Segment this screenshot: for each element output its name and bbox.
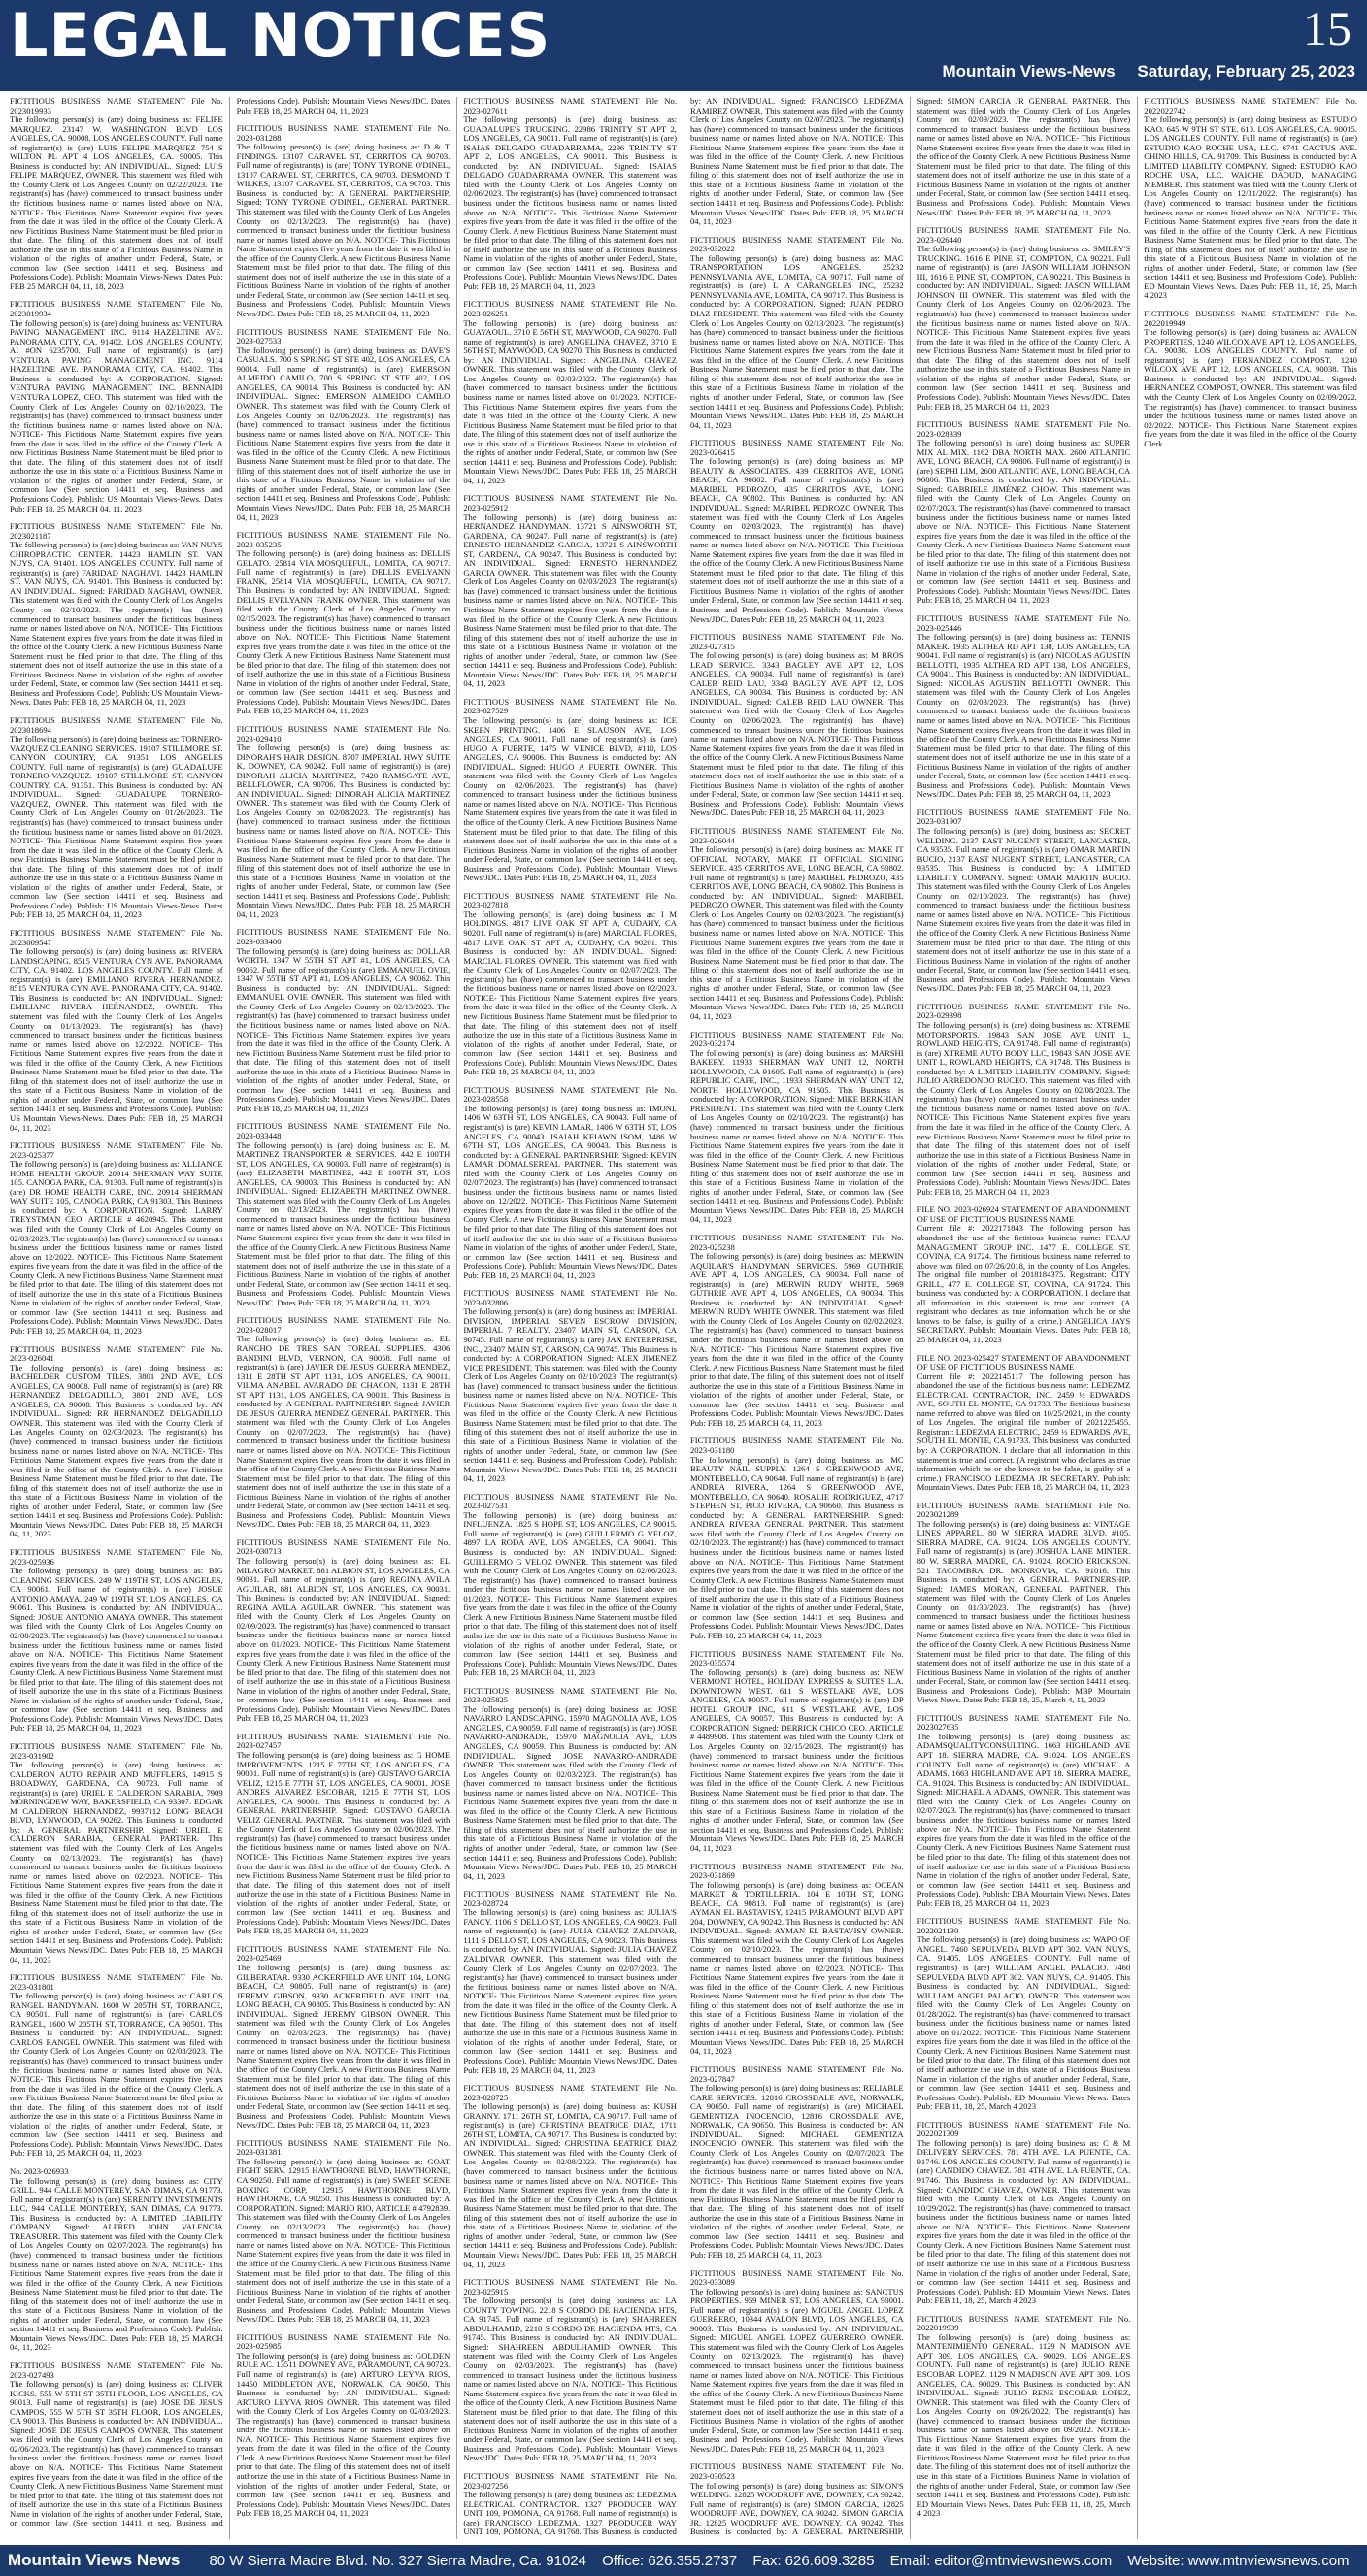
legal-notice — [463, 698, 677, 883]
legal-notice — [10, 522, 223, 708]
legal-notice — [690, 2269, 904, 2455]
notice-body: The following person(s) is (are) doing business as: NEW VERMONT HOTEL, HOLIDAY EXPRESS & SUITES L.A. DOWNTOWN WEST. 611 S WESTLAKE AVE, LOS ANGELES, CA 90057. Full name of registrant(s) is (are) DP HOTEL GROUP INC, 611 S WESTLAKE AVE, LOS ANGELES, CA 90057. This Business is conducted by: A CORPORATION. Signed: DERRICK CHICO CEO. ARTICLE # 4489908. This statement was filed with the County Clerk of Los Angeles County on 02/15/2023. The registrant(s) has (have) commenced to transact business under the fictitious business name or names listed above on N/A. NOTICE- This Fictitious Name Statement expires five years from the date it was filed in the office of the County Clerk. A new Fictitious Business Name Statement must be filed prior to that date. The filing of this statement does not of itself authorize the use in this state of a Fictitious Business Name in violation of the rights of another under Federal, State, or common law (See section 14411 et seq. Business and Professions Code). Publish: Mountain Views News/JDC. Dates Pub: FEB 18, 25 MARCH 04, 11, 2023 — [689, 1667, 904, 1853]
notice-body: The following person(s) is (are) doing business as: DAVE'S CASUALS. 700 S SPRING ST STE 402, LOS ANGELES, CA 90014. Full name of registrant(s) is (are) EMERSON ALMEIDO CAMILO, 700 S SPRING ST STE 402, LOS ANGELES, CA 90014. This Business is conducted by: AN INDIVIDUAL. Signed: EMERSON ALMEIDO CAMILO OWNER. This statement was filed with the County Clerk of Los Angeles County on 02/06/2023. The registrant(s) has (have) commenced to transact business under the fictitious business name or names listed above on N/A. NOTICE- This Fictitious Name Statement expires five years from the date it was filed in the office of the County Clerk. A new Fictitious Business Name Statement must be filed prior to that date. The filing of this statement does not of itself authorize the use in this state of a Fictitious Business Name in violation of the rights of another under Federal, State, or common law (See section 14411 et seq. Business and Professions Code). Publish: Mountain Views News/JDC. Dates Pub: FEB 18, 25 MARCH 04, 11, 2023 — [236, 345, 450, 522]
notice-body: The following person(s) is (are) doing business as: GUADALUPE'S TRUCKING. 22986 TRINITY ST APT 2, LOS ANGELES, CA 90011. Full name of registrant(s) is (are) ISAIAS DELGADO GUADARRAMA, 2296 TRINITY ST APT 2, LOS ANGELES, CA 90011. This Business is conducted by: AN INDIVIDUAL. Signed: ISAIAS DELGADO GUADARRAMA OWNER. This statement was filed with the County Clerk of Los Angeles County on 02/06/2023. The registrant(s) has (have) commenced to transact business under the fictitious business name or names listed above on N/A. NOTICE- This Fictitious Name Statement expires five years from the date it was filed in the office of the County Clerk. A new Fictitious Business Name Statement must be filed prior to that date. The filing of this statement does not of itself authorize the use in this state of a Fictitious Business Name in violation of the rights of another under Federal, State, or common law (See section 14411 et seq. Business and Professions Code). Publish: Mountain Views News/JDC. Dates Pub: FEB 18, 25 MARCH 04, 11, 2023 — [463, 115, 677, 291]
notice-body: The following person(s) is (are) doing business as: LA COUNTY TOWING. 2218 S CORDO DE HACIENDA HTS, CA 91745. Full name of registrant(s) is (are) SHAHREEN ABDULHAMID, 2218 S CORDO DE HACIENDA HTS, CA 91745. This Business is conducted by: AN INDIVIDUAL. Signed: SHAHREEN ABDULHAMID OWNER. This statement was filed with the County Clerk of Los Angeles County on 02/03/2023. The registrant(s) has (have) commenced to transact business under the fictitious business name or names listed above on N/A. NOTICE- This Fictitious Name Statement expires five years from the date it was filed in the office of the County Clerk. A new Fictitious Business Name Statement must be filed prior to that date. The filing of this statement does not of itself authorize the use in this state of a Fictitious Business Name in violation of the rights of another under Federal, State, or common law (See section 14411 et seq. Business and Professions Code). Publish: Mountain Views News/JDC. Dates Pub: FEB 18, 25 MARCH 04, 11, 2023 — [463, 2295, 677, 2463]
notice-body: The following person(s) is (are) doing business as: MP BEAUTY & ASSOCIATES. 439 CERRITOS AVE, LONG BEACH, CA 90802. Full name of registrant(s) is (are) MARIBEL PEDROZO, 435 CERRITOS AVE, LONG BEACH, CA 90802. This Business is conducted by: AN INDIVIDUAL. Signed: MARIBEL PEDROZO OWNER. This statement was filed with the County Clerk of Los Angeles County on 02/03/2023. The registrant(s) has (have) commenced to transact business under the fictitious business name or names listed above on N/A. NOTICE- This Fictitious Name Statement expires five years from the date it was filed in the office of the County Clerk. A new Fictitious Business Name Statement must be filed prior to that date. The filing of this statement does not of itself authorize the use in this state of a Fictitious Business Name in violation of the rights of another under Federal, State, or common law (See section 14411 et seq. Business and Professions Code). Publish: Mountain Views News/JDC. Dates Pub: FEB 18, 25 MARCH 04, 11, 2023 — [689, 456, 904, 624]
notice-heading: FICTITIOUS BUSINESS NAME STATEMENT File No. 2023-032806 — [463, 1288, 677, 1307]
legal-notice — [237, 1538, 450, 1724]
legal-notice — [690, 236, 904, 430]
legal-notice — [237, 725, 450, 919]
notice-heading: FICTITIOUS BUSINESS NAME STATEMENT File No. 2023-031288 — [236, 123, 450, 143]
notice-body: The following person(s) is (are) doing business as: CITY GRILL. 944 CALLE MONTEREY, SAN DIMAS, CA 91773. Full name of registrant(s) is (are) SERENITY INVESTMENTS LLC, 944 CALLE MONTEREY, SAN DIMAS, CA 91773. This Business is conducted by: A LIMITED LIABILITY COMPANY. Signed: ALFRED JOHN VALENCIA TREASURER. This statement was filed with the County Clerk of Los Angeles County on 02/07/2023. The registrant(s) has (have) commenced to transact business under the fictitious business name or names listed above on N/A. NOTICE- This Fictitious Name Statement expires five years from the date it was filed in the office of the County Clerk. A new Fictitious Business Name Statement must be filed prior to that date. The filing of this statement does not of itself authorize the use in this state of a Fictitious Business Name in violation of the rights of another under Federal, State, or common law (See section 14411 et seq. Business and Professions Code). Publish: Mountain Views News/JDC. Dates Pub: FEB 18, 25 MARCH 04, 11, 2023 — [10, 2175, 223, 2353]
legal-notice — [237, 124, 450, 318]
legal-notice — [237, 531, 450, 716]
notice-heading: FICTITIOUS BUSINESS NAME STATEMENT File No. 2023-025936 — [10, 1547, 223, 1567]
dateline — [924, 62, 1355, 82]
notice-heading: FICTITIOUS BUSINESS NAME STATEMENT File No. 2023-027457 — [236, 1731, 450, 1751]
notice-body: The following person(s) is (are) doing business as: D & T FINDINGS. 13107 CARAVEL ST, CERRITOS CA 90703. Full name of registrant(s) is (are) TONY TYRONE O'DINEL, 13107 CARAVEL ST, CERRITOS, CA 90703. DESMOND T WILKES, 13107 CARAVEL ST, CERRITOS, CA 90703. This Business is conducted by: A GENERAL PARTNERSHIP. Signed: TONY TYRONE O'DINEL, GENERAL PARTNER. This statement was filed with the County Clerk of Los Angeles County on 02/13/2023. The registrant(s) has (have) commenced to transact business under the fictitious business name or names listed above on N/A. NOTICE- This Fictitious Name Statement expires five years from the date it was filed in the office of the County Clerk. A new Fictitious Business Name Statement must be filed prior to that date. The filing of this statement does not of itself authorize the use in this state of a Fictitious Business Name in violation of the rights of another under Federal, State, or common law (See section 14411 et seq. Business and Professions Code). Publish: Mountain Views News/JDC. Dates Pub: FEB 18, 25 MARCH 04, 11, 2023 — [236, 142, 450, 319]
notice-heading: FICTITIOUS BUSINESS NAME STATEMENT File No. 2023-028725 — [463, 2083, 677, 2102]
legal-notice — [10, 97, 223, 291]
notice-heading: FICTITIOUS BUSINESS NAME STATEMENT File No. 2023-026044 — [689, 826, 904, 845]
notice-heading: FICTITIOUS BUSINESS NAME STATEMENT File No. 2023-031869 — [689, 1861, 904, 1881]
notice-body: The following person(s) is (are) doing business as: BACHELDER CUSTOM TILES. 3801 2ND AVE, LOS ANGELES, CA 90008. Full name of registrant(s) is (are) RR HERNANDEZ DELGADILLO, 3801 2ND AVE, LOS ANGELES, CA 90008. This Business is conducted by: AN INDIVIDUAL. Signed: RR HERNANDEZ DELGADILLO OWNER. This statement was filed with the County Clerk of Los Angeles County on 02/03/2023. The registrant(s) has (have) commenced to transact business under the fictitious business name or names listed above on N/A. NOTICE- This Fictitious Name Statement expires five years from the date it was filed in the office of the County Clerk. A new Fictitious Business Name Statement must be filed prior to that date. The filing of this statement does not of itself authorize the use in this state of a Fictitious Business Name in violation of the rights of another under Federal, State, or common law (See section 14411 et seq. Business and Professions Code). Publish: Mountain Views News/JDC. Dates Pub: FEB 18, 25 MARCH 04, 11, 2023 — [10, 1362, 223, 1539]
notice-body: The following person(s) is (are) doing business as: MANTENIMIENTO GENERAL. 1129 N MADISON AVE APT 309. LOS ANGELES, CA. 90029. LOS ANGELES COUNTY. Full name of registrant(s) is (are) JULIO RENE ESCOBAR LOPEZ. 1129 N MADISON AVE APT 309. LOS ANGELES, CA. 90029. This Business is conducted by: AN INDIVIDUAL. Signed: JULIO RENE ESCOBAR LOPEZ, OWNER. This statement was filed with the County Clerk of Los Angeles County on 09/26/2022. The registrant(s) has (have) commenced to transact business under the fictitious business name or names listed above on 09/2022. NOTICE- This Fictitious Name Statement expires five years from the date it was filed in the office of the County Clerk. A new Fictitious Business Name Statement must be filed prior to that date. The filing of this statement does not of itself authorize the use in this state of a Fictitious Business Name in violation of the rights of another under Federal, State, or common law (See section 14411 et seq. Business and Professions Code). Publish: ED Mountain Views News. Dates Pub: FEB 11, 18, 25, March 4 2023 — [917, 2331, 1131, 2519]
notice-heading: FICTITIOUS BUSINESS NAME STATEMENT File No. 2023-025446 — [917, 612, 1131, 633]
legal-notice — [917, 2121, 1131, 2306]
legal-notice — [10, 716, 223, 920]
notice-body: The following person(s) is (are) doing business as: MC BEAUTY NAIL SUPPLY. 1264 S GREENWOOD AVE, MONTEBELLO, CA 90640. Full name of registrant(s) is (are) ANDREA RIVERA, 1264 S GREENWOOD AVE, MONTEBELLO, CA 90640. ROSALIE RODRIGUEZ, 4717 STEPHEN ST, PICO RIVERA, CA 90660. This Business is conducted by: A GENERAL PARTNERSHIP. Signed: ANDREA RIVERA GENERAL PARTNER. This statement was filed with the County Clerk of Los Angeles County on 02/10/2023. The registrant(s) has (have) commenced to transact business under the fictitious business name or names listed above on N/A. NOTICE- This Fictitious Name Statement expires five years from the date it was filed in the office of the County Clerk. A new Fictitious Business Name Statement must be filed prior to that date. The filing of this statement does not of itself authorize the use in this state of a Fictitious Business Name in violation of the rights of another under Federal, State, or common law (See section 14411 et seq. Business and Professions Code). Publish: Mountain Views News/JDC. Dates Pub: FEB 18, 25 MARCH 04, 11, 2023 — [689, 1454, 904, 1640]
notice-heading: FICTITIOUS BUSINESS NAME STATEMENT File No. 2023-032174 — [689, 1029, 904, 1049]
notice-heading: FICTITIOUS BUSINESS NAME STATEMENT File No. 2023-027847 — [689, 2064, 904, 2084]
legal-notice — [237, 1733, 450, 1936]
notice-body: The following person(s) is (are) doing business as: TORNERO-VAZQUEZ CLEANING SERVICES. 19107 STILLMORE ST. CANYON COUNTRY, CA. 91351. LOS ANGELES COUNTY. Full name of registrant(s) is (are) GUADALUPE TORNERO-VAZQUEZ. 19107 STILLMORE ST. CANYON COUNTRY, CA. 91351. This Business is conducted by: AN INDIVIDUAL. Signed: GUADALUPE TORNERO-VAZQUEZ, OWNER. This statement was filed with the County Clerk of Los Angeles County on 01/26/2023. The registrant(s) has (have) commenced to transact business under the fictitious business name or names listed above on 01/2023. NOTICE- This Fictitious Name Statement expires five years from the date it was filed in the office of the County Clerk. A new Fictitious Business Name Statement must be filed prior to that date. The filing of this statement does not of itself authorize the use in this state of a Fictitious Business Name in violation of the rights of another under Federal, State, or common law (See section 14411 et seq. Business and Professions Code). Publish: US Mountain Views-News. Dates Pub: FEB 18, 25 MARCH 04, 11, 2023 — [10, 734, 223, 920]
legal-notice — [463, 1687, 677, 1881]
notice-body: The following person(s) is (are) doing business as: FELIPE MARQUEZ. 23147 W. WASHINGTON BLVD LOS ANGELES, CA. 90008. LOS ANGELES COUNTY. Full name of registrant(s) is (are) LUIS FELIPE MARQUEZ 754 S WILTON PL APT 4 LOS ANGELES, CA. 90005. This Business is conducted by: AN INDIVIDUAL. Signed: LUIS FELIPE MARQUEZ, OWNER. This statement was filed with the County Clerk of Los Angeles County on 02/22/2023. The registrant(s) has (have) commenced to transact business under the fictitious business name or names listed above on N/A. NOTICE- This Fictitious Name Statement expires five years from the date it was filed in the office of the County Clerk. A new Fictitious Business Name Statement must be filed prior to that date. The filing of this statement does not of itself authorize the use in this state of a Fictitious Business Name in violation of the rights of another under Federal, State, or common law (See section 14411 et seq. Business and Professions Code). Publish: Mountain Views-News. Dates Pub: FEB 25 MARCH 04, 11, 18, 2023 — [10, 115, 223, 291]
notice-body: The following person(s) is (are) doing business as: KUSH GRANNY. 1711 26TH ST, LOMITA, CA 90717. Full name of registrant(s) is (are) CHRISTINA BEATRICE DIAZ, 1711 26TH ST, LOMITA, CA 90717. This Business is conducted by: AN INDIVIDUAL. Signed: CHRISTINA BEATRICE DIAZ OWNER. This statement was filed with the County Clerk of Los Angeles County on 02/08/2023. The registrant(s) has (have) commenced to transact business under the fictitious business name or names listed above on N/A. NOTICE- This Fictitious Name Statement expires five years from the date it was filed in the office of the County Clerk. A new Fictitious Business Name Statement must be filed prior to that date. The filing of this statement does not of itself authorize the use in this state of a Fictitious Business Name in violation of the rights of another under Federal, State, or common law (See section 14411 et seq. Business and Professions Code). Publish: Mountain Views News/JDC. Dates Pub: FEB 18, 25 MARCH 04, 11, 2023 — [463, 2101, 677, 2269]
notice-heading: FICTITIOUS BUSINESS NAME STATEMENT File No. 2023-026041 — [10, 1343, 223, 1364]
legal-notice — [690, 1650, 904, 1854]
legal-notice — [237, 1122, 450, 1307]
notice-body: The following person(s) is (are) doing business as: G HOME IMPROVEMENTS. 1215 E 77TH ST, LOS ANGELES, CA 90001. Full name of registrant(s) is (are) GUSTAVO GARCIA VELIZ, 1215 E 77TH ST, LOS ANGELES, CA 90001. JOSE ANDRES ALVAREZ ESCOBAR, 1215 E 77TH ST, LOS ANGELES, CA 90001. This Business is conducted by: A GENERAL PARTNERSHIP. Signed: GUSTAVO GARCIA VELIZ GENERAL PARTNER. This statement was filed with the County Clerk of Los Angeles County on 02/06/2023. The registrant(s) has (have) commenced to transact business under the fictitious business name or names listed above on N/A. NOTICE- This Fictitious Name Statement expires five years from the date it was filed in the office of the County Clerk. A new Fictitious Business Name Statement must be filed prior to that date. The filing of this statement does not of itself authorize the use in this state of a Fictitious Business Name in violation of the rights of another under Federal, State, or common law (See section 14411 et seq. Business and Professions Code). Publish: Mountain Views News/JDC. Dates Pub: FEB 18, 25 MARCH 04, 11, 2023 — [236, 1749, 450, 1936]
footer-website[interactable]: Website: www.mtnviewsnews.com — [1127, 2553, 1350, 2569]
legal-notice — [1144, 310, 1357, 448]
notice-heading: FICTITIOUS BUSINESS NAME STATEMENT File No. 2022021309 — [917, 2119, 1131, 2139]
legal-notice — [690, 439, 904, 624]
legal-notice — [690, 1863, 904, 2057]
notice-heading: FICTITIOUS BUSINESS NAME STATEMENT File No. 2023-031907 — [917, 807, 1131, 827]
notice-heading: FICTITIOUS BUSINESS NAME STATEMENT File No. 2023-033400 — [236, 927, 450, 947]
footer-office-phone: Office: 626.355.2737 — [602, 2553, 738, 2569]
notice-heading: FICTITIOUS BUSINESS NAME STATEMENT File No. 2023-033448 — [236, 1121, 450, 1140]
notice-heading: FICTITIOUS BUSINESS NAME STATEMENT File No. 2022021130 — [917, 1916, 1131, 1935]
notice-body: Current file #: 2022145117 The following person has abandoned the use of the fictitious business name: LEDEZMZ ELECTRICAL CONTRACTOR, INC. 2459 ½ EDWARDS AVE, SOUTH EL MONTE, CA 91733. The fictitious business name referred to above was filed on 10/25/2021, in the county of Los Angeles. The original file number of 2021225455. Registrant: LEDEZMA ELECTRIC, 2459 ½ EDWARDS AVE, SOUTH EL MONTE, CA 91733. This business was conducted by: A CORPORATION. I declare that all information in this statement is true and correct. (A registrant who declares as true information which he or she knows to be false, is guilty of a crime.) FRANCISCO LEDEZMA JR SECRETARY. Publish: Mountain Views. Dates Pub: FEB 18, 25 MARCH 04, 11, 2023 — [917, 1371, 1131, 1493]
notice-heading: FICTITIOUS BUSINESS NAME STATEMENT File No. 2023-031902 — [10, 1740, 223, 1761]
legal-notice — [917, 226, 1131, 412]
notice-body: The following person(s) is (are) doing business as: JULIA'S FANCY. 1106 S DELLO ST, LOS ANGELES, CA 90023. Full name of registrant(s) is (are) JULIA CHAVEZ ZALDIVAR, 1111 S DELLO ST, LOS ANGELES, CA 90023. This Business is conducted by: AN INDIVIDUAL. Signed: JULIA CHAVEZ ZALDIVAR OWNER. This statement was filed with the County Clerk of Los Angeles County on 02/07/2023. The registrant(s) has (have) commenced to transact business under the fictitious business name or names listed above on N/A. NOTICE- This Fictitious Name Statement expires five years from the date it was filed in the office of the County Clerk. A new Fictitious Business Name Statement must be filed prior to that date. The filing of this statement does not of itself authorize the use in this state of a Fictitious Business Name in violation of the rights of another under Federal, State, or common law (See section 14411 et seq. Business and Professions Code). Publish: Mountain Views News/JDC. Dates Pub: FEB 18, 25 MARCH 04, 11, 2023 — [463, 1907, 677, 2075]
notice-body: The following person(s) is (are) doing business as: MAKE IT OFFICIAL NOTARY, MAKE IT OFFICIAL SIGNING SERVICE. 435 CERRITOS AVE, LONG BEACH, CA 90802. Full name of registrant(s) is (are) MARIBEL PEDROZO, 435 CERRITOS AVE, LONG BEACH, CA 90802. This Business is conducted by: AN INDIVIDUAL. Signed: MARIBEL PEDROZO OWNER. This statement was filed with the County Clerk of Los Angeles County on 02/03/2023. The registrant(s) has (have) commenced to transact business under the fictitious business name or names listed above on N/A. NOTICE- This Fictitious Name Statement expires five years from the date it was filed in the office of the County Clerk. A new Fictitious Business Name Statement must be filed prior to that date. The filing of this statement does not of itself authorize the use in this state of a Fictitious Business Name in violation of the rights of another under Federal, State, or common law (See section 14411 et seq. Business and Professions Code). Publish: Mountain Views News/JDC. Dates Pub: FEB 18, 25 MARCH 04, 11, 2023 — [689, 844, 904, 1021]
notice-heading: FICTITIOUS BUSINESS NAME STATEMENT File No. 2023-027531 — [463, 1491, 677, 1511]
legal-notice — [463, 300, 677, 485]
legal-notice — [463, 1890, 677, 2075]
legal-notice — [463, 892, 677, 1077]
notice-heading: FILE NO. 2023-025427 STATEMENT OF ABANDONMENT OF USE OF FICTITIOUS BUSINESS NAME — [917, 1352, 1131, 1372]
notice-heading: FICTITIOUS BUSINESS NAME STATEMENT File No. 2023-026415 — [689, 438, 904, 457]
notice-heading: FICTITIOUS BUSINESS NAME STATEMENT File No. 2023-035235 — [236, 530, 450, 549]
legal-notice — [10, 1345, 223, 1539]
notice-heading: FICTITIOUS BUSINESS NAME STATEMENT File No. 2023-030523 — [689, 2461, 904, 2481]
footer-address: 80 W Sierra Madre Blvd. No. 327 Sierra Madre, Ca. 91024 — [209, 2553, 586, 2569]
notice-body: The following person(s) is (are) doing business as: SMILEY'S TRUCKING. 1616 E PINE ST, COMPTON, CA 90221. Full name of registrant(s) is (are) JASON WILLIAM JOHNSON III, 1616 E PINE ST, COMPTON, CA 90221. This Business is conducted by: AN INDIVIDUAL. Signed: JASON WILLIAM JOHNSON III OWNER. This statement was filed with the County Clerk of Los Angeles County on 02/06/2023. The registrant(s) has (have) commenced to transact business under the fictitious business name or names listed above on N/A. NOTICE- This Fictitious Name Statement expires five years from the date it was filed in the office of the County Clerk. A new Fictitious Business Name Statement must be filed prior to that date. The filing of this statement does not of itself authorize the use in this state of a Fictitious Business Name in violation of the rights of another under Federal, State, or common law (See section 14411 et seq. Business and Professions Code). Publish: Mountain Views News/JDC. Dates Pub: FEB 18, 25 MARCH 04, 11, 2023 — [917, 244, 1131, 412]
notice-heading: FICTITIOUS BUSINESS NAME STATEMENT File No. 2023-025912 — [463, 493, 677, 512]
notice-body: The following person(s) is (are) doing business as: ALLIANCE HOME HEALTH GROUP. 20914 SHERMAN WAY SUITE 105. CANOGA PARK, CA. 91303. Full name of registrant(s) is (are) DR HOME HEALTH CARE, INC. 20914 SHERMAN WAY SUITE 105, CANOGA PARK, CA 91303. This Business is conducted by: A CORPORATION. Signed: LARRY TREYSTMAN CEO. ARTICLE # 4620945. This statement was filed with the County Clerk of Los Angeles County on 02/03/2023. The registrant(s) has (have) commenced to transact business under the fictitious business name or names listed above on 12/2022. NOTICE- This Fictitious Name Statement expires five years from the date it was filed in the office of the County Clerk. A new Fictitious Business Name Statement must be filed prior to that date. The filing of this statement does not of itself authorize the use in this state of a Fictitious Business Name in violation of the rights of another under Federal, State, or common law (See section 14411 et seq. Business and Professions Code). Publish: Mountain Views News/JDC. Dates Pub: FEB 18, 25 MARCH 04, 11, 2023 — [10, 1159, 223, 1336]
notice-heading: FICTITIOUS BUSINESS NAME STATEMENT File No. 2023-028724 — [463, 1889, 677, 1908]
notice-body: The following person(s) is (are) doing business as: XTREME MOTORSPORTS. 19843 SAN JOSE AVE UNIT L, ROWLAND HEIGHTS, CA 91748. Full name of registrant(s) is (are) XTREME AUTO BODY LLC, 19843 SAN JOSE AVE UNIT L, ROWLAND HEIGHTS, CA 91748. This Business is conducted by: A LIMITED LIABILITY COMPANY. Signed: JULIO ARREDONDO RUCEO. This statement was filed with the County Clerk of Los Angeles County on 02/08/2023. The registrant(s) has (have) commenced to transact business under the fictitious business name or names listed above on N/A. NOTICE- This Fictitious Name Statement expires five years from the date it was filed in the office of the County Clerk. A new Fictitious Business Name Statement must be filed prior to that date. The filing of this statement does not of itself authorize the use in this state of a Fictitious Business Name in violation of the rights of another under Federal, State, or common law (See section 14411 et seq. Business and Professions Code). Publish: Mountain Views News/JDC. Dates Pub: FEB 18, 25 MARCH 04, 11, 2023 — [917, 1019, 1131, 1197]
legal-notice — [917, 809, 1131, 994]
legal-notice — [237, 2139, 450, 2325]
legal-notice — [10, 1548, 223, 1734]
legal-notice — [463, 97, 677, 291]
legal-notice — [10, 300, 223, 513]
notice-body: The following person(s) is (are) doing business as: SANCTUS PROPERTIES. 959 MINER ST, LOS ANGELES, CA 90001. Full name of registrant(s) is (are) MIGUEL ANGEL LOPEZ GUERRERO, 10344 AVALON BLVD, LOS ANGELES, CA 90003. This Business is conducted by: AN INDIVIDUAL. Signed: MIGUEL ANGEL LOPEZ GUERRERO OWNER. This statement was filed with the County Clerk of Los Angeles County on 02/13/2023. The registrant(s) has (have) commenced to transact business under the fictitious business name or names listed above on N/A. NOTICE- This Fictitious Name Statement expires five years from the date it was filed in the office of the County Clerk. A new Fictitious Business Name Statement must be filed prior to that date. The filing of this statement does not of itself authorize the use in this state of a Fictitious Business Name in violation of the rights of another under Federal, State, or common law (See section 14411 et seq. Business and Professions Code). Publish: Mountain Views News/JDC. Dates Pub: FEB 18, 25 MARCH 04, 11, 2023 — [689, 2286, 904, 2454]
notice-body: The following person(s) is (are) doing business as: JOSE NAVARRO LANDSCAPING. 15970 MAGNOLIA AVE, LOS ANGELES, CA 90059. Full name of registrant(s) is (are) JOSE NAVARRO-ANDRADE, 15970 MAGNOLIA AVE, LOS ANGELES, CA 90059. This Business is conducted by: AN INDIVIDUAL. Signed: JOSE NAVARRO-ANDRADE OWNER. This statement was filed with the County Clerk of Los Angeles County on 02/03/2023. The registrant(s) has (have) commenced to transact business under the fictitious business name or names listed above on N/A. NOTICE- This Fictitious Name Statement expires five years from the date it was filed in the office of the County Clerk. A new Fictitious Business Name Statement must be filed prior to that date. The filing of this statement does not of itself authorize the use in this state of a Fictitious Business Name in violation of the rights of another under Federal, State, or common law (See section 14411 et seq. Business and Professions Code). Publish: Mountain Views News/JDC. Dates Pub: FEB 18, 25 MARCH 04, 11, 2023 — [463, 1703, 677, 1881]
notice-body: The following person(s) is (are) doing business as: VAN NUYS CHIROPRACTIC CENTER. 14423 HAMLIN ST. VAN NUYS, CA. 91401. LOS ANGELES COUNTY. Full name of registrant(s) is (are) FARIDAD NAGHAVI. 14423 HAMLIN ST. VAN NUYS, CA. 91401. This Business is conducted by: AN INDIVIDUAL. Signed: FARIDAD NAGHAVI, OWNER. This statement was filed with the County Clerk of Los Angeles County on 02/10/2023. The registrant(s) has (have) commenced to transact business under the fictitious business name or names listed above on N/A. NOTICE- This Fictitious Name Statement expires five years from the date it was filed in the office of the County Clerk. A new Fictitious Business Name Statement must be filed prior to that date. The filing of this statement does not of itself authorize the use in this state of a Fictitious Business Name in violation of the rights of another under Federal, State, or common law (See section 14411 et seq. Business and Professions Code). Publish: US Mountain Views-News. Dates Pub: FEB 18, 25 MARCH 04, 11, 2023 — [10, 540, 223, 708]
notice-body: The following person(s) is (are) doing business as: MAC TRANSPORTATION LOS ANGELES. 25232 PENNSYLVANIA AVE, LOMITA, CA 90717. Full name of registrant(s) is (are) L A CARANGELES INC, 25232 PENNSYLVANIA AVE, LOMITA, CA 90717. This Business is conducted by: A CORPORATION. Signed: JUAN PEDRO DIAZ PRESIDENT. This statement was filed with the County Clerk of Los Angeles County on 02/13/2023. The registrant(s) has (have) commenced to transact business under the fictitious business name or names listed above on N/A. NOTICE- This Fictitious Name Statement expires five years from the date it was filed in the office of the County Clerk. A new Fictitious Business Name Statement must be filed prior to that date. The filing of this statement does not of itself authorize the use in this state of a Fictitious Business Name in violation of the rights of another under Federal, State, or common law (See section 14411 et seq. Business and Professions Code). Publish: Mountain Views News/JDC. Dates Pub: FEB 18, 25 MARCH 04, 11, 2023 — [689, 252, 904, 430]
notice-body: The following person(s) is (are) doing business as: HERNANDEZ HANDYMAN. 13721 S AINSWORTH ST, GARDENA, CA 90247. Full name of registrant(s) is (are) ERNESTO HERNANDEZ GARCIA, 13721 S AINSWORTH ST, GARDENA, CA 90247. This Business is conducted by: AN INDIVIDUAL. Signed: ERNESTO HERNANDEZ GARCIA OWNER. This statement was filed with the County Clerk of Los Angeles County on 02/03/2023. The registrant(s) has (have) commenced to transact business under the fictitious business name or names listed above on N/A. NOTICE- This Fictitious Name Statement expires five years from the date it was filed in the office of the County Clerk. A new Fictitious Business Name Statement must be filed prior to that date. The filing of this statement does not of itself authorize the use in this state of a Fictitious Business Name in violation of the rights of another under Federal, State, or common law (See section 14411 et seq. Business and Professions Code). Publish: Mountain Views News/JDC. Dates Pub: FEB 18, 25 MARCH 04, 11, 2023 — [463, 512, 677, 689]
masthead — [0, 0, 1367, 91]
paper-name: Mountain Views-News — [942, 62, 1116, 81]
notice-body: Current file #: 2022171843 The following person has abandoned the use of the fictitious business name: FEAAJ MANAGEMENT GROUP INC. 1477 E. COLLEGE ST. COVINA, CA 91724. The fictitious business name referred to above was filed on 07/26/2018, in the county of Los Angeles. The original file number of 2018184375. Registrant: CITY GRILL, 477 E. COLLEGE ST, COVINA, CA 91724. This business was conducted by: A CORPORATION. I declare that all information in this statement is true and correct. (A registrant who declares as true information which he or she knows to be false, is guilty of a crime.) ANGELICA JAYS SECRETARY. Publish: Mountain Views. Dates Pub: FEB 18, 25 MARCH 04, 11, 2023 — [917, 1223, 1131, 1344]
legal-notice — [463, 494, 677, 688]
notice-body: The following person(s) is (are) doing business as: VINTAGE LINES APPAREL. 80 W SIERRA MADRE BLVD. #105. SIERRA MADRE, CA. 91024. LOS ANGELES COUNTY. Full name of registrant(s) is (are) JOSHUA LANE MINTER. 80 W. SIERRA MADRE, CA. 91024. ROCIO ERICKSON. 521 TACOMBRA DR. MONROVIA, CA. 91016. This Business is conducted by: A GENERAL PARTNERSHIP. Signed: JAMES MORAN, GENERAL PARTNER. This statement was filed with the County Clerk of Los Angeles County on 01/30/2023. The registrant(s) has (have) commenced to transact business under the fictitious business name or names listed above on N/A. NOTICE- This Fictitious Name Statement expires five years from the date it was filed in the office of the County Clerk. A new Fictitious Business Name Statement must be filed prior to that date. The filing of this statement does not of itself authorize the use in this state of a Fictitious Business Name in violation of the rights of another under Federal, State, or common law (See section 14411 et seq. Business and Professions Code). Publish: MBP Mountain Views News. Dates Pub: FEB 18, 25, March 4, 11, 2023 — [917, 1518, 1131, 1705]
notice-body: The following person(s) is (are) doing business as: DOLLAR WORTH. 1347 W 55TH ST APT #1, LOS ANGELES, CA 90062. Full name of registrant(s) is (are) EMMANUEL OVIE, 1347 W 55TH ST APT #1, LOS ANGELES, CA 90062. This Business is conducted by: AN INDIVIDUAL. Signed: EMMANUEL OVIE OWNER. This statement was filed with the County Clerk of Los Angeles County on 02/13/2023. The registrant(s) has (have) commenced to transact business under the fictitious business name or names listed above on N/A. NOTICE- This Fictitious Name Statement expires five years from the date it was filed in the office of the County Clerk. A new Fictitious Business Name Statement must be filed prior to that date. The filing of this statement does not of itself authorize the use in this state of a Fictitious Business Name in violation of the rights of another under Federal, State, or common law (See section 14411 et seq. Business and Professions Code). Publish: Mountain Views News/JDC. Dates Pub: FEB 18, 25 MARCH 04, 11, 2023 — [236, 945, 450, 1113]
notice-body: The following person(s) is (are) doing business as: RIVERA LANDSCAPING. 8515 VENTURA CYN AVE. PANORAMA CITY, CA. 91402. LOS ANGELES COUNTY. Full name of registrant(s) is (are) EMILIANO RIVERA HERNANDEZ. 8515 VENTURA CYN AVE. PANORAMA CITY, CA. 91402. This Business is conducted by: AN INDIVIDUAL. Signed: EMILIANO RIVERA HERNANDEZ, OWNER. This statement was filed with the County Clerk of Los Angeles County on 01/13/2023. The registrant(s) has (have) commenced to transact business under the fictitious business name or names listed above on 12/2022. NOTICE- This Fictitious Name Statement expires five years from the date it was filed in the office of the County Clerk. A new Fictitious Business Name Statement must be filed prior to that date. The filing of this statement does not of itself authorize the use in this state of a Fictitious Business Name in violation of the rights of another under Federal, State, or common law (See section 14411 et seq. Business and Professions Code). Publish: US Mountain Views-News. Dates Pub: FEB 18, 25 MARCH 04, 11, 2023 — [10, 946, 223, 1133]
legal-notice — [917, 1502, 1131, 1705]
legal-notice — [10, 1141, 223, 1336]
legal-notice — [463, 2084, 677, 2269]
notice-heading: FICTITIOUS BUSINESS NAME STATEMENT File No. 2023-035574 — [689, 1648, 904, 1668]
notice-heading: FICTITIOUS BUSINESS NAME STATEMENT File No. 2022019939 — [917, 2313, 1131, 2333]
notice-heading: FICTITIOUS BUSINESS NAME STATEMENT File No. 2023009547 — [10, 928, 223, 947]
notice-heading: FILE NO. 2023-026924 STATEMENT OF ABANDONMENT OF USE OF FICTITIOUS BUSINESS NAME — [917, 1205, 1131, 1224]
legal-notice — [690, 2065, 904, 2260]
notice-heading: FICTITIOUS BUSINESS NAME STATEMENT File No. 2023027635 — [917, 1712, 1131, 1733]
legal-notice — [10, 1742, 223, 1965]
notice-heading: FICTITIOUS BUSINESS NAME STATEMENT File No. 2023-027493 — [10, 2360, 223, 2380]
notice-body: The following person(s) is (are) doing business as: DINORAH'S HAIR DESIGN. 8707 IMPERIAL HWY SUITE K, DOWNEY, CA 90242. Full name of registrant(s) is (are) DINORAH ALICIA MARTINEZ, 7420 RAMSGATE AVE, BELLFLOWER, CA 90706. This Business is conducted by: AN INDIVIDUAL. Signed: DINORAH ALICIA MARTINEZ OWNER. This statement was filed with the County Clerk of Los Angeles County on 02/08/2023. The registrant(s) has (have) commenced to transact business under the fictitious business name or names listed above on N/A. NOTICE- This Fictitious Name Statement expires five years from the date it was filed in the office of the County Clerk. A new Fictitious Business Name Statement must be filed prior to that date. The filing of this statement does not of itself authorize the use in this state of a Fictitious Business Name in violation of the rights of another under Federal, State, or common law (See section 14411 et seq. Business and Professions Code). Publish: Mountain Views News/JDC. Dates Pub: FEB 18, 25 MARCH 04, 11, 2023 — [236, 743, 450, 919]
notice-body: The following person(s) is (are) doing business as: GILBERATAR. 9330 ACKERFIELD AVE UNIT 104, LONG BEACH, CA 90805. Full name of registrant(s) is (are) JEREMY GIBSON, 9330 ACKERFIELD AVE UNIT 104, LONG BEACH, CA 90805. This Business is conducted by: AN INDIVIDUAL. Signed: JEREMY GIBSON OWNER. This statement was filed with the County Clerk of Los Angeles County on 02/03/2023. The registrant(s) has (have) commenced to transact business under the fictitious business name or names listed above on N/A. NOTICE- This Fictitious Name Statement expires five years from the date it was filed in the office of the County Clerk. A new Fictitious Business Name Statement must be filed prior to that date. The filing of this statement does not of itself authorize the use in this state of a Fictitious Business Name in violation of the rights of another under Federal, State, or common law (See section 14411 et seq. Business and Professions Code). Publish: Mountain Views News/JDC. Dates Pub: FEB 18, 25 MARCH 04, 11, 2023 — [236, 1963, 450, 2130]
notice-heading: FICTITIOUS BUSINESS NAME STATEMENT File No. 2023-027611 — [463, 97, 677, 116]
notice-body: The following person(s) is (are) doing business as: GUAYAOUL. 3710 E 56TH ST, MAYWOOD, CA 90270. Full name of registrant(s) is (are) ANGELINA CHAVEZ, 3710 E 56TH ST, MAYWOOD, CA 90270. This Business is conducted by: AN INDIVIDUAL. Signed: ANGELINA CHAVEZ OWNER. This statement was filed with the County Clerk of Los Angeles County on 02/03/2023. The registrant(s) has (have) commenced to transact business under the fictitious business name or names listed above on 01/2023. NOTICE- This Fictitious Name Statement expires five years from the date it was filed in the office of the County Clerk. A new Fictitious Business Name Statement must be filed prior to that date. The filing of this statement does not of itself authorize the use in this state of a Fictitious Business Name in violation of the rights of another under Federal, State, or common law (See section 14411 et seq. Business and Professions Code). Publish: Mountain Views News/JDC. Dates Pub: FEB 18, 25 MARCH 04, 11, 2023 — [463, 317, 677, 485]
notice-heading: FICTITIOUS BUSINESS NAME STATEMENT File No. 2023-026251 — [463, 299, 677, 319]
notice-body: The following person(s) is (are) doing business as: EL MILAGRO MARKET. 881 ALBION ST, LOS ANGELES, CA 90031. Full name of registrant(s) is (are) REGINA AVILA AGUILAR, 881 ALBION ST, LOS ANGELES, CA 90031. This Business is conducted by: AN INDIVIDUAL. Signed: REGINA AVILA AGUILAR OWNER. This statement was filed with the County Clerk of Los Angeles County on 02/09/2023. The registrant(s) has (have) commenced to transact business under the fictitious business name or names listed above on 01/2023. NOTICE- This Fictitious Name Statement expires five years from the date it was filed in the office of the County Clerk. A new Fictitious Business Name Statement must be filed prior to that date. The filing of this statement does not of itself authorize the use in this state of a Fictitious Business Name in violation of the rights of another under Federal, State, or common law (See section 14411 et seq. Business and Professions Code). Publish: Mountain Views News/JDC. Dates Pub: FEB 18, 25 MARCH 04, 11, 2023 — [236, 1556, 450, 1724]
notice-heading: FICTITIOUS BUSINESS NAME STATEMENT File No. 2023-031180 — [689, 1436, 904, 1456]
notice-heading: FICTITIOUS BUSINESS NAME STATEMENT File No. 2023-033089 — [689, 2267, 904, 2288]
footer-bar — [0, 2545, 1367, 2576]
notice-heading: FICTITIOUS BUSINESS NAME STATEMENT File No. 2023019934 — [10, 299, 223, 319]
legal-notice — [237, 928, 450, 1113]
notice-body: The following person(s) is (are) doing business as: E. M. MARTINEZ TRANSPORTER & SERVICES. 442 E 100TH ST, LOS ANGELES, CA 90003. Full name of registrant(s) is (are) ELIZABETH MARTINEZ, 442 E 100TH ST, LOS ANGELES, CA 90003. This Business is conducted by: AN INDIVIDUAL. Signed: ELIZABETH MARTINEZ OWNER. This statement was filed with the County Clerk of Los Angeles County on 02/13/2023. The registrant(s) has (have) commenced to transact business under the fictitious business name or names listed above on N/A. NOTICE- This Fictitious Name Statement expires five years from the date it was filed in the office of the County Clerk. A new Fictitious Business Name Statement must be filed prior to that date. The filing of this statement does not of itself authorize the use in this state of a Fictitious Business Name in violation of the rights of another under Federal, State, or common law (See section 14411 et seq. Business and Professions Code). Publish: Mountain Views News/JDC. Dates Pub: FEB 18, 25 MARCH 04, 11, 2023 — [236, 1139, 450, 1307]
notice-body: The following person(s) is (are) doing business as: MARSHI BAKERY. 11933 SHERMAN WAY UNIT 12, NORTH HOLLYWOOD, CA 91605. Full name of registrant(s) is (are) REPUBLIC CAFE, INC., 11933 SHERMAN WAY UNIT 12, NORTH HOLLYWOOD, CA 91605. This Business is conducted by: A CORPORATION. Signed: MIKE BERKHIAN PRESIDENT. This statement was filed with the County Clerk of Los Angeles County on 02/10/2023. The registrant(s) has (have) commenced to transact business under the fictitious business name or names listed above on N/A. NOTICE- This Fictitious Name Statement expires five years from the date it was filed in the office of the County Clerk. A new Fictitious Business Name Statement must be filed prior to that date. The filing of this statement does not of itself authorize the use in this state of a Fictitious Business Name in violation of the rights of another under Federal, State, or common law (See section 14411 et seq. Business and Professions Code). Publish: Mountain Views News/JDC. Dates Pub: FEB 18, 25 MARCH 04, 11, 2023 — [689, 1047, 904, 1225]
notice-body: The following person(s) is (are) doing business as: GOAT FIGHT SERV. 12915 HAWTHORNE BLVD, HAWTHORNE, CA 90250. Full name of registrant(s) is (are) SWEET SCENE BOXING CORP, 12915 HAWTHORNE BLVD, HAWTHORNE, CA 90250. This Business is conducted by: A CORPORATION. Signed: MARIO RIO, ARTICLE # 4792839. This statement was filed with the County Clerk of Los Angeles County on 02/13/2023. The registrant(s) has (have) commenced to transact business under the fictitious business name or names listed above on N/A. NOTICE- This Fictitious Name Statement expires five years from the date it was filed in the office of the County Clerk. A new Fictitious Business Name Statement must be filed prior to that date. The filing of this statement does not of itself authorize the use in this state of a Fictitious Business Name in violation of the rights of another under Federal, State, or common law (See section 14411 et seq. Business and Professions Code). Publish: Mountain Views News/JDC. Dates Pub: FEB 18, 25 MARCH 04, 11, 2023 — [236, 2156, 450, 2325]
notice-body: The following person(s) is (are) doing business as: CARLOS RANGEL HANDYMAN. 1600 W 205TH ST, TORRANCE, CA 90501. Full name of registrant(s) is (are) CARLOS RANGEL, 1600 W 205TH ST, TORRANCE, CA 90501. This Business is conducted by: AN INDIVIDUAL. Signed: CARLOS RANGEL OWNER. This statement was filed with the County Clerk of Los Angeles County on 02/08/2023. The registrant(s) has (have) commenced to transact business under the fictitious business name or names listed above on N/A. NOTICE- This Fictitious Name Statement expires five years from the date it was filed in the office of the County Clerk. A new Fictitious Business Name Statement must be filed prior to that date. The filing of this statement does not of itself authorize the use in this state of a Fictitious Business Name in violation of the rights of another under Federal, State, or common law (See section 14411 et seq. Business and Professions Code). Publish: Mountain Views News/JDC. Dates Pub: FEB 18, 25 MARCH 04, 11, 2023 — [10, 1991, 223, 2159]
notice-body: The following person(s) is (are) doing business as: SUPER MIX AL MIX. 1162 DBA NORTH MAX. 2600 ATLANTIC AVE, LONG BEACH, CA 90806. Full name of registrant(s) is (are) SEPHI LIM, 2600 ATLANTIC AVE, LONG BEACH, CA 90806. This Business is conducted by: AN INDIVIDUAL. Signed: GABRIELE JIMÉNEZ CHOW. This statement was filed with the County Clerk of Los Angeles County on 02/07/2023. The registrant(s) has (have) commenced to transact business under the fictitious business name or names listed above on N/A. NOTICE- This Fictitious Name Statement expires five years from the date it was filed in the office of the County Clerk. A new Fictitious Business Name Statement must be filed prior to that date. The filing of this statement does not of itself authorize the use in this state of a Fictitious Business Name in violation of the rights of another under Federal, State, or common law (See section 14411 et seq. Business and Professions Code). Publish: Mountain Views News/JDC. Dates Pub: FEB 18, 25 MARCH 04, 11, 2023 — [917, 438, 1131, 606]
notice-body: The following person(s) is (are) doing business as: EL RANCHO DE TRES SAN TOREAL SUPPLIES. 4306 BANDINI BLVD, VERNON, CA 90058. Full name of registrant(s) is (are) JAVIER DE JESUS GUERRA MENDEZ, 1311 E 28TH ST APT 1131, LOS ANGELES, CA 90011. VILMA ANABEL AVARADO DE CHACON, 1131 E 28TH ST APT 1131, LOS ANGELES, CA 90011. This Business is conducted by: A GENERAL PARTNERSHIP. Signed: JAVIER DE JESUS GUERRA MENDEZ GENERAL PARTNER. This statement was filed with the County Clerk of Los Angeles County on 02/07/2023. The registrant(s) has (have) commenced to transact business under the fictitious business name or names listed above on N/A. NOTICE- This Fictitious Name Statement expires five years from the date it was filed in the office of the County Clerk. A new Fictitious Business Name Statement must be filed prior to that date. The filing of this statement does not of itself authorize the use in this state of a Fictitious Business Name in violation of the rights of another under Federal, State, or common law (See section 14411 et seq. Business and Professions Code). Publish: Mountain Views News/JDC. Dates Pub: FEB 18, 25 MARCH 04, 11, 2023 — [236, 1334, 450, 1530]
notice-heading: FICTITIOUS BUSINESS NAME STATEMENT File No. 2023-031381 — [236, 2137, 450, 2158]
notice-heading: FICTITIOUS BUSINESS NAME STATEMENT File No. 2023021187 — [10, 521, 223, 541]
legal-notice — [690, 827, 904, 1021]
notice-heading: FICTITIOUS BUSINESS NAME STATEMENT File No. 2023-028339 — [917, 419, 1131, 439]
notice-heading: FICTITIOUS BUSINESS NAME STATEMENT File No. 2023-032022 — [689, 234, 904, 254]
notice-body: The following person(s) is (are) doing business as: SIMON'S WELDING. 12825 WOODRUFF AVE, DOWNEY, CA 90242. Full name of registrant(s) is (are) SIMON GARCIA, 12825 WOODRUFF AVE, DOWNEY, CA 90242. SIMON GARCIA JR, 12825 WOODRUFF AVE, DOWNEY, CA 90242. This Business is conducted by: A GENERAL PARTNERSHIP. Signed: SIMON GARCIA JR GENERAL PARTNER. This statement was filed with the County Clerk of Los Angeles County on 02/09/2023. The registrant(s) has (have) commenced to transact business under the fictitious business name or names listed above on N/A. NOTICE- This Fictitious Name Statement expires five years from the date it was filed in the office of the County Clerk. A new Fictitious Business Name Statement must be filed prior to that date. The filing of this statement does not of itself authorize the use in this state of a Fictitious Business Name in violation of the rights of another under Federal, State, or common law (See section 14411 et seq. Business and Professions Code). Publish: Mountain Views News/JDC. Dates Pub: FEB 18, 25 MARCH 04, 11, 2023 — [689, 97, 1131, 2537]
notice-body: The following person(s) is (are) doing business as: DELLIS GELATO. 25814 VIA MOSQUEFUL, LOMITA, CA 90717. Full name of registrant(s) is (are) DELLIS EVELYANN FRANK, 25814 VIA MOSQUEFUL, LOMITA, CA 90717. This Business is conducted by: AN INDIVIDUAL. Signed: DELLIS EVELYANN FRANK OWNER. This statement was filed with the County Clerk of Los Angeles County on 02/15/2023. The registrant(s) has (have) commenced to transact business under the fictitious business name or names listed above on N/A. NOTICE- This Fictitious Name Statement expires five years from the date it was filed in the office of the County Clerk. A new Fictitious Business Name Statement must be filed prior to that date. The filing of this statement does not of itself authorize the use in this state of a Fictitious Business Name in violation of the rights of another under Federal, State, or common law (See section 14411 et seq. Business and Professions Code). Publish: Mountain Views News/JDC. Dates Pub: FEB 18, 25 MARCH 04, 11, 2023 — [236, 548, 450, 716]
notice-body: The following person(s) is (are) doing business as: TENNIS MAKER. 1935 ALTHEA RD APT 138, LOS ANGELES, CA 90041. Full name of registrant(s) is (are) NICOLAS AGUSTIN BELLOTTI, 1935 ALTHEA RD APT 138, LOS ANGELES, CA 90041. This Business is conducted by: AN INDIVIDUAL. Signed: NICOLAS AGUSTIN BELLOTTI OWNER. This statement was filed with the County Clerk of Los Angeles County on 02/03/2023. The registrant(s) has (have) commenced to transact business under the fictitious business name or names listed above on N/A. NOTICE- This Fictitious Name Statement expires five years from the date it was filed in the office of the County Clerk. A new Fictitious Business Name Statement must be filed prior to that date. The filing of this statement does not of itself authorize the use in this state of a Fictitious Business Name in violation of the rights of another under Federal, State, or common law (See section 14411 et seq. Business and Professions Code). Publish: Mountain Views News/JDC. Dates Pub: FEB 18, 25 MARCH 04, 11, 2023 — [917, 632, 1131, 800]
notice-heading: FICTITIOUS BUSINESS NAME STATEMENT File No. 2023-027818 — [463, 890, 677, 910]
notice-heading: FICTITIOUS BUSINESS NAME STATEMENT File No. 2023-027315 — [689, 632, 904, 651]
legal-notice-columns — [10, 97, 1357, 2539]
notice-body: The following person(s) is (are) doing business as: C & M DELIVERY SERVICES. 781 4TH AVE. LA PUENTE, CA. 91746. LOS ANGELES COUNTY. Full name of registrant(s) is (are) CANDIDO CHAVEZ. 781 4TH AVE. LA PUENTE, CA. 91746. This Business is conducted by: AN INDIVIDUAL. Signed: CANDIDO CHAVEZ, OWNER. This statement was filed with the County Clerk of Los Angeles County on 10/29/2022. The registrant(s) has (have) commenced to transact business under the fictitious business name or names listed above on N/A. NOTICE- This Fictitious Name Statement expires five years from the date it was filed in the office of the County Clerk. A new Fictitious Business Name Statement must be filed prior to that date. The filing of this statement does not of itself authorize the use in this state of a Fictitious Business Name in violation of the rights of another under Federal, State, or common law (See section 14411 et seq. Business and Professions Code). Publish: ED Mountain Views News. Dates Pub: FEB 11, 18, 25, March 4 2023 — [917, 2137, 1131, 2306]
legal-notice — [917, 420, 1131, 606]
legal-notice — [237, 1945, 450, 2130]
notice-heading: FICTITIOUS BUSINESS NAME STATEMENT File No. 2023-031801 — [10, 1972, 223, 1992]
legal-notice — [10, 929, 223, 1133]
section-title: LEGAL NOTICES — [10, 0, 551, 71]
notice-body: The following person(s) is (are) doing business as: I M HOLDINGS. 4817 LIVE OAK ST APT A, CUDAHY, CA 90201. Full name of registrant(s) is (are) MARCIAL FLORES, 4817 LIVE OAK ST APT A, CUDAHY, CA 90201. This Business is conducted by: AN INDIVIDUAL. Signed: MARCIAL FLORES OWNER. This statement was filed with the County Clerk of Los Angeles County on 02/07/2023. The registrant(s) has (have) commenced to transact business under the fictitious business name or names listed above on 02/2023. NOTICE- This Fictitious Name Statement expires five years from the date it was filed in the office of the County Clerk. A new Fictitious Business Name Statement must be filed prior to that date. The filing of this statement does not of itself authorize the use in this state of a Fictitious Business Name in violation of the rights of another under Federal, State, or common law (See section 14411 et seq. Business and Professions Code). Publish: Mountain Views News/JDC. Dates Pub: FEB 18, 25 MARCH 04, 11, 2023 — [463, 908, 677, 1077]
legal-notice — [917, 1205, 1131, 1344]
notice-body: The following person(s) is (are) doing business as: BIG CLEANING SERVICES. 249 W 119TH ST, LOS ANGELES, CA 90061. Full name of registrant(s) is (are) JOSUE ANTONIO AMAYA, 249 W 119TH ST, LOS ANGELES, CA 90061. This Business is conducted by: AN INDIVIDUAL. Signed: JOSUE ANTONIO AMAYA OWNER. This statement was filed with the County Clerk of Los Angeles County on 02/08/2023. The registrant(s) has (have) commenced to transact business under the fictitious business name or names listed above on N/A. NOTICE- This Fictitious Name Statement expires five years from the date it was filed in the office of the County Clerk. A new Fictitious Business Name Statement must be filed prior to that date. The filing of this statement does not of itself authorize the use in this state of a Fictitious Business Name in violation of the rights of another under Federal, State, or common law (See section 14411 et seq. Business and Professions Code). Publish: Mountain Views News/JDC. Dates Pub: FEB 18, 25 MARCH 04, 11, 2023 — [10, 1566, 223, 1734]
notice-heading: No. 2023-026933 — [10, 2166, 69, 2177]
notice-heading: FICTITIOUS BUSINESS NAME STATEMENT File No. 2023-025825 — [463, 1685, 677, 1705]
legal-notice — [10, 2167, 223, 2353]
notice-heading: FICTITIOUS BUSINESS NAME STATEMENT File No. 2023-029398 — [917, 1001, 1131, 1021]
notice-body: The following person(s) is (are) doing business as: ADAMSQUALITYCONSULTING. 1663 HIGHLAND AVE APT 18. SIERRA MADRE, CA. 91024. LOS ANGELES COUNTY. Full name of registrant(s) is (are) MICHAEL A ADAMS. 1663 HIGHLAND AVE APT 18. SIERRA MADRE, CA. 91024. This Business is conducted by: AN INDIVIDUAL. Signed: MICHAEL A ADAMS, OWNER. This statement was filed with the County Clerk of Los Angeles County on 02/07/2023. The registrant(s) has (have) commenced to transact business under the fictitious business name or names listed above on N/A. NOTICE- This Fictitious Name Statement expires five years from the date it was filed in the office of the County Clerk. A new Fictitious Business Name Statement must be filed prior to that date. The filing of this statement does not of itself authorize the use in this state of a Fictitious Business Name in violation of the rights of another under Federal, State, or common law (See section 14411 et seq. Business and Professions Code). Publish: DBA Mountain Views News. Dates Pub: FEB 18, 25 MARCH 04, 11, 2023 — [917, 1731, 1131, 1908]
notice-heading: FICTITIOUS BUSINESS NAME STATEMENT File No. 2023-025377 — [10, 1140, 223, 1160]
notice-body: The following person(s) is (are) doing business as: RELIABLE CARE SERVICES. 12816 CROSSDALE AVE, NORWALK, CA 90650. Full name of registrant(s) is (are) MICHAEL GEMENTIZA INOCENCIO, 12816 CROSSDALE AVE, NORWALK, CA 90650. This Business is conducted by: AN INDIVIDUAL. Signed: MICHAEL GEMENTIZA INOCENCIO OWNER. This statement was filed with the County Clerk of Los Angeles County on 02/07/2023. The registrant(s) has (have) commenced to transact business under the fictitious business name or names listed above on N/A. NOTICE- This Fictitious Name Statement expires five years from the date it was filed in the office of the County Clerk. A new Fictitious Business Name Statement must be filed prior to that date. The filing of this statement does not of itself authorize the use in this state of a Fictitious Business Name in violation of the rights of another under Federal, State, or common law (See section 14411 et seq. Business and Professions Code). Publish: Mountain Views News/JDC. Dates Pub: FEB 18, 25 MARCH 04, 11, 2023 — [689, 2083, 904, 2260]
notice-body: The following person(s) is (are) doing business as: MERWIN AQUILAR'S HANDYMAN SERVICES. 5969 GUTHRIE AVE APT 4, LOS ANGELES, CA 90034. Full name of registrant(s) is (are) MERWIN RUDY WHITE, 5969 GUTHRIE AVE APT 4, LOS ANGELES, CA 90034. This Business is conducted by: AN INDIVIDUAL. Signed: MERWIN RUDY WHITE OWNER. This statement was filed with the County Clerk of Los Angeles County on 02/02/2023. The registrant(s) has (have) commenced to transact business under the fictitious business name or names listed above on N/A. NOTICE- This Fictitious Name Statement expires five years from the date it was filed in the office of the County Clerk. A new Fictitious Business Name Statement must be filed prior to that date. The filing of this statement does not of itself authorize the use in this state of a Fictitious Business Name in violation of the rights of another under Federal, State, or common law (See section 14411 et seq. Business and Professions Code). Publish: Mountain Views News/JDC. Dates Pub: FEB 18, 25 MARCH 04, 11, 2023 — [689, 1251, 904, 1428]
legal-notice — [917, 1917, 1131, 2111]
legal-notice — [917, 1003, 1131, 1197]
notice-heading: FICTITIOUS BUSINESS NAME STATEMENT File No. 2023-025915 — [463, 2277, 677, 2296]
notice-heading: FICTITIOUS BUSINESS NAME STATEMENT File No. 2023-027256 — [463, 2470, 677, 2491]
legal-notice — [690, 1234, 904, 1428]
notice-heading: FICTITIOUS BUSINESS NAME STATEMENT File No. 2022022742 — [1144, 97, 1357, 116]
legal-notice — [690, 1437, 904, 1640]
legal-notice — [690, 1031, 904, 1225]
notice-body: The following person(s) is (are) doing business as: AVALON PROPERTIES. 1240 WILCOX AVE APT 12. LOS ANGELES, CA. 90038. LOS ANGELES COUNTY. Full name of registrant(s) is (are) FERNANDEZ COMPOST. 1240 WILCOX AVE APT 12. LOS ANGELES, CA. 90038. This Business is conducted by: AN INDIVIDUAL. Signed: HERNANDEZ COMPOST, OWNER. This statement was filed with the County Clerk of Los Angeles County on 02/09/2022. The registrant(s) has (have) commenced to transact business under the fictitious business name or names listed above on 02/2022. NOTICE- This Fictitious Name Statement expires five years from the date it was filed in the office of the County Clerk. — [1144, 327, 1357, 448]
legal-notice — [917, 2315, 1131, 2519]
legal-notice — [463, 2278, 677, 2463]
notice-heading: FICTITIOUS BUSINESS NAME STATEMENT File No. 2023-027529 — [463, 696, 677, 716]
notice-body: The following person(s) is (are) doing business as: IMONI. 1406 W 63TH ST, LOS ANGELES, CA 90043. Full name of registrant(s) is (are) KEVIN LAMAR, 1406 W 63TH ST, LOS ANGELES, CA 90043. ISAIAH KEIAWN ISOM, 3486 W 67TH ST, LOS ANGELES, CA 90043. This Business is conducted by: A GENERAL PARTNERSHIP. Signed: KEVIN LAMAR DOMALSEREAL PARTNER. This statement was filed with the County Clerk of Los Angeles County on 02/07/2023. The registrant(s) has (have) commenced to transact business under the fictitious business name or names listed above on 12/2022. NOTICE- This Fictitious Name Statement expires five years from the date it was filed in the office of the County Clerk. A new Fictitious Business Name Statement must be filed prior to that date. The filing of this statement does not of itself authorize the use in this state of a Fictitious Business Name in violation of the rights of another under Federal, State, or common law (See section 14411 et seq. Business and Professions Code). Publish: Mountain Views News/JDC. Dates Pub: FEB 18, 25 MARCH 04, 11, 2023 — [463, 1103, 677, 1280]
legal-notice — [463, 1289, 677, 1483]
notice-body: The following person(s) is (are) doing business as: GOLDEN RULE AC. 13511 DOWNEY AVE, PARAMOUNT, CA 90723. Full name of registrant(s) is (are) ARTURO LEYVA RIOS, 14450 MIDDLETON AVE, NORWALK, CA 90650. This Business is conducted by: AN INDIVIDUAL. Signed: ARTURO LEYVA RIOS OWNER. This statement was filed with the County Clerk of Los Angeles County on 02/03/2023. The registrant(s) has (have) commenced to transact business under the fictitious business name or names listed above on N/A. NOTICE- This Fictitious Name Statement expires five years from the date it was filed in the office of the County Clerk. A new Fictitious Business Name Statement must be filed prior to that date. The filing of this statement does not of itself authorize the use in this state of a Fictitious Business Name in violation of the rights of another under Federal, State, or common law (See section 14411 et seq. Business and Professions Code). Publish: Mountain Views News/JDC. Dates Pub: FEB 18, 25 MARCH 04, 11, 2023 — [236, 2350, 450, 2519]
legal-notice — [690, 633, 904, 818]
notice-body: The following person(s) is (are) doing business as: ESTUDIO KAO. 645 W 9TH ST STE. 610. LOS ANGELES, CA. 90015. LOS ANGELES COUNTY. Full name of registrant(s) is (are) ESTUDIO KAO ROCHE USA, LLC. 6741 CACTUS AVE. CHINO HILLS, CA. 91709. This Business is conducted by: A LIMITED LIABILITY COMPANY. Signed: ESTUDIO KAO ROCHE USA, LLC. WAICHE DAOUD, MANAGING MEMBER. This statement was filed with the County Clerk of Los Angeles County on 12/31/2022. The registrant(s) has (have) commenced to transact business under the fictitious business name or names listed above on N/A. NOTICE- This Fictitious Name Statement expires five years from the date it was filed in the office of the County Clerk. A new Fictitious Business Name Statement must be filed prior to that date. The filing of this statement does not of itself authorize the use in this state of a Fictitious Business Name in violation of the rights of another under Federal, State, or common law (See section 14411 et seq. Business and Professions Code). Publish: ED Mountain Views News. Dates Pub: FEB 11, 18, 25, March 4 2023 — [1144, 115, 1357, 301]
notice-body: The following person(s) is (are) doing business as: CALDERON AUTO REPAIR AND MUFFLERS, 14915 S BROADWAY, GARDENA, CA 90723. Full name of registrant(s) is (are) URIEL E CALDERON SARABIA, 7909 MORNINGDEW WAY, BAKERSFIELD, CA 93307. EDGAR M CALDERON HERNANDEZ, 9937112 LONG BEACH BLVD, LYNWOOD, CA 90262. This Business is conducted by: A GENERAL PARTNERSHIP. Signed: URIEL E CALDERON SARABIA, GENERAL PARTNER. This statement was filed with the County Clerk of Los Angeles County on 02/13/2023. The registrant(s) has (have) commenced to transact business under the fictitious business name or names listed above on 02/2023. NOTICE- This Fictitious Name Statement expires five years from the date it was filed in the office of the County Clerk. A new Fictitious Business Name Statement must be filed prior to that date. The filing of this statement does not of itself authorize the use in this state of a Fictitious Business Name in violation of the rights of another under Federal, State, or common law (See section 14411 et seq. Business and Professions Code). Publish: Mountain Views News/JDC. Dates Pub: FEB 18, 25 MARCH 04, 11, 2023 — [10, 1760, 223, 1965]
notice-heading: FICTITIOUS BUSINESS NAME STATEMENT File No. 2023021289 — [917, 1500, 1131, 1520]
notice-body: The following person(s) is (are) doing business as: ICE SKEEN PRINTING. 1406 E SLAUSON AVE, LOS ANGELES, CA 90011. Full name of registrant(s) is (are) HUGO A FUERTE, 1475 W VENICE BLVD, #110, LOS ANGELES, CA 90006. This Business is conducted by: AN INDIVIDUAL. Signed: HUGO A FUERTE OWNER. This statement was filed with the County Clerk of Los Angeles County on 02/06/2023. The registrant(s) has (have) commenced to transact business under the fictitious business name or names listed above on N/A. NOTICE- This Fictitious Name Statement expires five years from the date it was filed in the office of the County Clerk. A new Fictitious Business Name Statement must be filed prior to that date. The filing of this statement does not of itself authorize the use in this state of a Fictitious Business Name in violation of the rights of another under Federal, State, or common law (See section 14411 et seq. Business and Professions Code). Publish: Mountain Views News/JDC. Dates Pub: FEB 18, 25 MARCH 04, 11, 2023 — [463, 715, 677, 883]
notice-body: The following person(s) is (are) doing business as: VENTURA PAVING MANAGEMENT INC. 9114 HAZELTINE AVE. PANORAMA CITY, CA. 91402. LOS ANGELES COUNTY. AI #ON 6235700. Full name of registrant(s) is (are) VENTURA PAVING MANAGEMENT INC. 9114 HAZELTINE AVE. PANORAMA CITY, CA. 91402. This Business is conducted by: A CORPORATION. Signed: VENTURA PAVING MANAGEMENT INC. BENNAIDI VENTURA LOPEZ, CEO. This statement was filed with the County Clerk of Los Angeles County on 02/10/2023. The registrant(s) has (have) commenced to transact business under the fictitious business name or names listed above on N/A. NOTICE- This Fictitious Name Statement expires five years from the date it was filed in the office of the County Clerk. A new Fictitious Business Name Statement must be filed prior to that date. The filing of this statement does not of itself authorize the use in this state of a Fictitious Business Name in violation of the rights of another under Federal, State, or common law (See section 14411 et seq. Business and Professions Code). Publish: US Mountain Views-News. Dates Pub: FEB 18, 25 MARCH 04, 11, 2023 — [10, 317, 223, 513]
notice-body: The following person(s) is (are) doing business as: LEDEZMA ELECTRICAL CONTRACTOR. 1327 PRODUCER WAY UNIT 109, POMONA, CA 91768. Full name of registrant(s) is (are) FRANCISCO LEDEZMA, 1327 PRODUCER WAY UNIT 109, POMONA, CA 91768. This Business is conducted by: AN INDIVIDUAL. Signed: FRANCISCO LEDEZMA RAMIREZ OWNER. This statement was filed with the County Clerk of Los Angeles County on 02/07/2023. The registrant(s) has (have) commenced to transact business under the fictitious business name or names listed above on N/A. NOTICE- This Fictitious Name Statement expires five years from the date it was filed in the office of the County Clerk. A new Fictitious Business Name Statement must be filed prior to that date. The filing of this statement does not of itself authorize the use in this state of a Fictitious Business Name in violation of the rights of another under Federal, State, or common law (See section 14411 et seq. Business and Professions Code). Publish: Mountain Views News/JDC. Dates Pub: FEB 18, 25 MARCH 04, 11, 2023 — [463, 97, 904, 2537]
footer-fax: Fax: 626.609.3285 — [752, 2553, 875, 2569]
notice-heading: FICTITIOUS BUSINESS NAME STATEMENT File No. 2023-028017 — [236, 1315, 450, 1335]
notice-body: The following person(s) is (are) doing business as: INFLUENZA. 1825 S HOPE ST, LOS ANGELES, CA 90015. Full name of registrant(s) is (are) GUILLERMO G VELOZ, 4897 LA RODA AVE, LOS ANGELES, CA 90041. This Business is conducted by: AN INDIVIDUAL. Signed: GUILLERMO G VELOZ OWNER. This statement was filed with the County Clerk of Los Angeles County on 02/06/2023. The registrant(s) has (have) commenced to transact business under the fictitious business name or names listed above on 01/2023. NOTICE- This Fictitious Name Statement expires five years from the date it was filed in the office of the County Clerk. A new Fictitious Business Name Statement must be filed prior to that date. The filing of this statement does not of itself authorize the use in this state of a Fictitious Business Name in violation of the rights of another under Federal, State, or common law (See section 14411 et seq. Business and Professions Code). Publish: Mountain Views News/JDC. Dates Pub: FEB 18, 25 MARCH 04, 11, 2023 — [463, 1509, 677, 1678]
issue-date: Saturday, February 25, 2023 — [1137, 62, 1355, 81]
legal-notice — [237, 1316, 450, 1530]
legal-notice — [1144, 97, 1357, 301]
notice-body: The following person(s) is (are) doing business as: CLIVER KICKS. 555 W 5TH ST 35TH FLOOR, LOS ANGELES, CA 90013. Full name of registrant(s) is (are) JOSE DE JESUS CAMPOS, 555 W 5TH ST 35TH FLOOR, LOS ANGELES, CA 90013. This Business is conducted by: AN INDIVIDUAL. Signed: JOSE DE JESUS CAMPOS OWNER. This statement was filed with the County Clerk of Los Angeles County on 02/06/2023. The registrant(s) has (have) commenced to transact business under the fictitious business name or names listed above on N/A. NOTICE- This Fictitious Name Statement expires five years from the date it was filed in the office of the County Clerk. A new Fictitious Business Name Statement must be filed prior to that date. The filing of this statement does not of itself authorize the use in this state of a Fictitious Business Name in violation of the rights of another under Federal, State, or common law (See section 14411 et seq. Business and Professions Code). Publish: Mountain Views News/JDC. Dates Pub: FEB 18, 25 MARCH 04, 11, 2023 — [10, 97, 450, 2528]
page-number: 15 — [1303, 1, 1351, 55]
notice-heading: FICTITIOUS BUSINESS NAME STATEMENT File No. 2023-030713 — [236, 1536, 450, 1557]
notice-heading: FICTITIOUS BUSINESS NAME STATEMENT File No. 2023-025469 — [236, 1943, 450, 1964]
notice-body: The following person(s) is (are) doing business as: IMPERIAL DIVISION, IMPERIAL SEVEN ESCROW DIVISION, IMPERIAL 7 REALTY. 23407 MAIN ST, CARSON, CA 90745. Full name of registrant(s) is (are) JAX ENTERPRISE, INC., 23407 MAIN ST, CARSON, CA 90745. This Business is conducted by: A CORPORATION. Signed: ALEX JIMENEZ VICE PRESIDENT. This statement was filed with the County Clerk of Los Angeles County on 02/10/2023. The registrant(s) has (have) commenced to transact business under the fictitious business name or names listed above on N/A. NOTICE- This Fictitious Name Statement expires five years from the date it was filed in the office of the County Clerk. A new Fictitious Business Name Statement must be filed prior to that date. The filing of this statement does not of itself authorize the use in this state of a Fictitious Business Name in violation of the rights of another under Federal, State, or common law (See section 14411 et seq. Business and Professions Code). Publish: Mountain Views News/JDC. Dates Pub: FEB 18, 25 MARCH 04, 11, 2023 — [463, 1306, 677, 1484]
legal-notice — [917, 1714, 1131, 1908]
legal-notice — [463, 1493, 677, 1678]
footer-paper-name: Mountain Views News — [8, 2551, 181, 2569]
legal-notice — [917, 1354, 1131, 1493]
notice-heading: FICTITIOUS BUSINESS NAME STATEMENT File No. 2022019949 — [1144, 309, 1357, 328]
notice-body: The following person(s) is (are) doing business as: WAPO OF ANGEL. 7460 SEPULVEDA BLVD APT 302. VAN NUYS, CA. 91405. LOS ANGELES COUNTY. Full name of registrant(s) is (are) WILLIAM ANGEL PALACIO. 7460 SEPULVEDA BLVD APT 302. VAN NUYS, CA. 91405. This Business is conducted by: AN INDIVIDUAL. Signed: WILLIAM ANGEL PALACIO, OWNER. This statement was filed with the County Clerk of Los Angeles County on 01/28/2022. The registrant(s) has (have) commenced to transact business under the fictitious business name or names listed above on 01/2022. NOTICE- This Fictitious Name Statement expires five years from the date it was filed in the office of the County Clerk. A new Fictitious Business Name Statement must be filed prior to that date. The filing of this statement does not of itself authorize the use in this state of a Fictitious Business Name in violation of the rights of another under Federal, State, or common law (See section 14411 et seq. Business and Professions Code). Publish: ED Mountain Views News. Dates Pub: FEB 11, 18, 25, March 4 2023 — [917, 1934, 1131, 2112]
notice-body: The following person(s) is (are) doing business as: SECRET WELDING. 2137 EAST NUGENT STREET, LANCASTER, CA 93535. Full name of registrant(s) is (are) OMAR MARTIN BUCIO, 2137 EAST NUGENT STREET, LANCASTER, CA 93535. This Business is conducted by: A LIMITED LIABILITY COMPANY. Signed: OMAR MARTIN BUCIO. This statement was filed with the County Clerk of Los Angeles County on 02/10/2023. The registrant(s) has (have) commenced to transact business under the fictitious business name or names listed above on N/A. NOTICE- This Fictitious Name Statement expires five years from the date it was filed in the office of the County Clerk. A new Fictitious Business Name Statement must be filed prior to that date. The filing of this statement does not of itself authorize the use in this state of a Fictitious Business Name in violation of the rights of another under Federal, State, or common law (See section 14411 et seq. Business and Professions Code). Publish: Mountain Views News/JDC. Dates Pub: FEB 18, 25 MARCH 04, 11, 2023 — [917, 826, 1131, 994]
legal-notice — [917, 614, 1131, 800]
notice-heading: FICTITIOUS BUSINESS NAME STATEMENT File No. 2023-025238 — [689, 1232, 904, 1252]
notice-body: The following person(s) is (are) doing business as: OCEAN MARKET & TORTILLERIA. 104 E 10TH ST, LONG BEACH, CA 90813. Full name of registrant(s) is (are) AYMAN EL BASTAVISY, 12415 PARAMOUNT BLVD APT 204, DOWNEY, CA 90242. This Business is conducted by: AN INDIVIDUAL. Signed: AYMAN EL BASTAVISY OWNER. This statement was filed with the County Clerk of Los Angeles County on 02/10/2023. The registrant(s) has (have) commenced to transact business under the fictitious business name or names listed above on 02/2023. NOTICE- This Fictitious Name Statement expires five years from the date it was filed in the office of the County Clerk. A new Fictitious Business Name Statement must be filed prior to that date. The filing of this statement does not of itself authorize the use in this state of a Fictitious Business Name in violation of the rights of another under Federal, State, or common law (See section 14411 et seq. Business and Professions Code). Publish: Mountain Views News/JDC. Dates Pub: FEB 18, 25 MARCH 04, 11, 2023 — [689, 1879, 904, 2057]
notice-heading: FICTITIOUS BUSINESS NAME STATEMENT File No. 2023019933 — [10, 97, 223, 116]
legal-notice — [463, 1086, 677, 1280]
legal-notice — [237, 328, 450, 522]
notice-heading: FICTITIOUS BUSINESS NAME STATEMENT File No. 2023-025985 — [236, 2331, 450, 2352]
notice-heading: FICTITIOUS BUSINESS NAME STATEMENT File No. 2023-027533 — [236, 326, 450, 347]
legal-notice — [237, 2333, 450, 2519]
notice-heading: FICTITIOUS BUSINESS NAME STATEMENT File No. 2023018694 — [10, 715, 223, 735]
notice-heading: FICTITIOUS BUSINESS NAME STATEMENT File No. 2023-026440 — [917, 225, 1131, 245]
notice-heading: FICTITIOUS BUSINESS NAME STATEMENT File No. 2023-029410 — [236, 724, 450, 743]
footer-email[interactable]: Email: editor@mtnviewsnews.com — [889, 2553, 1113, 2569]
notice-heading: FICTITIOUS BUSINESS NAME STATEMENT File No. 2023-028558 — [463, 1084, 677, 1105]
legal-notice — [10, 1973, 223, 2159]
notice-body: The following person(s) is (are) doing business as: M BROS LEAD SERVICE. 3343 BAGLEY AVE APT 12, LOS ANGELES, CA 90034. Full name of registrant(s) is (are) CALEB REID LAU, 3343 BAGLEY AVE APT 12, LOS ANGELES, CA 90034. This Business is conducted by: AN INDIVIDUAL. Signed: CALEB REID LAU OWNER. This statement was filed with the County Clerk of Los Angeles County on 02/06/2023. The registrant(s) has (have) commenced to transact business under the fictitious business name or names listed above on N/A. NOTICE- This Fictitious Name Statement expires five years from the date it was filed in the office of the County Clerk. A new Fictitious Business Name Statement must be filed prior to that date. The filing of this statement does not of itself authorize the use in this state of a Fictitious Business Name in violation of the rights of another under Federal, State, or common law (See section 14411 et seq. Business and Professions Code). Publish: Mountain Views News/JDC. Dates Pub: FEB 18, 25 MARCH 04, 11, 2023 — [689, 650, 904, 818]
